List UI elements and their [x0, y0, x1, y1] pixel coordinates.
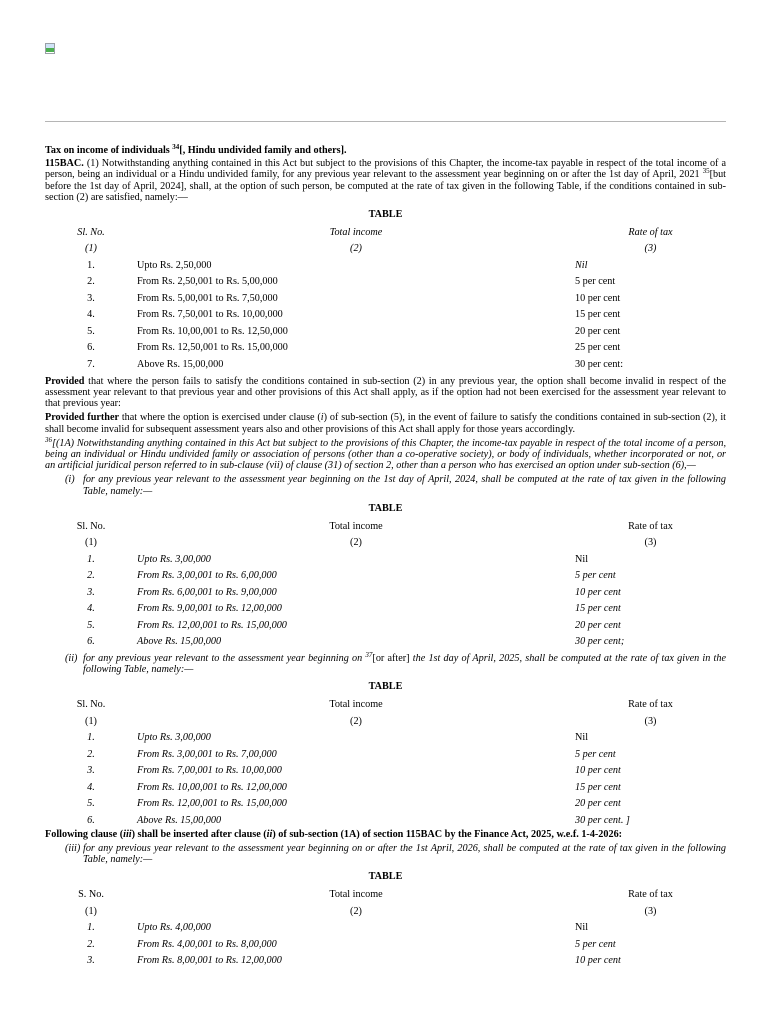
- broken-image-icon: [45, 43, 55, 53]
- table-row: [45, 952, 726, 969]
- sl-no-cell: 2.: [87, 570, 95, 582]
- total-income-cell: Upto Rs. 3,00,000: [137, 553, 211, 565]
- proviso-2: Provided further that where the option is exercised under clause (i) of sub-section (5), in the event of failure to satisfy the conditions contained in sub-section (2), it shall become invalid for subsequent assessment years also and other provisions of this Act shall apply for those years accordingly.: [45, 412, 726, 435]
- tax-table-4: [45, 886, 726, 969]
- total-income-cell: From Rs. 5,00,001 to Rs. 7,50,000: [137, 292, 278, 304]
- table-row: [45, 307, 726, 324]
- rate-of-tax-cell: 15 per cent: [575, 781, 621, 793]
- insert-note: Following clause (iii) shall be inserted after clause (ii) of sub-section (1A) of section 115BAC by the Finance Act, 2025, w.e.f. 1-4-2026:: [45, 828, 623, 840]
- sl-no-cell: 6.: [87, 636, 95, 648]
- table-number-row: (1) (2) (3): [85, 715, 657, 727]
- table-title: TABLE: [368, 502, 403, 514]
- sl-no-cell: 1.: [87, 553, 95, 565]
- sl-no-cell: 7.: [87, 358, 95, 370]
- sl-no-cell: 5.: [87, 798, 95, 810]
- total-income-cell: From Rs. 3,00,001 to Rs. 7,00,000: [137, 748, 277, 760]
- total-income-cell: Above Rs. 15,00,000: [137, 358, 224, 370]
- total-income-cell: Above Rs. 15,00,000: [137, 636, 222, 648]
- total-income-cell: From Rs. 10,00,001 to Rs. 12,00,000: [137, 781, 287, 793]
- table-row: [45, 936, 726, 953]
- rate-of-tax-cell: 20 per cent: [575, 325, 621, 337]
- sl-no-cell: 6.: [87, 814, 95, 826]
- table-row: [45, 600, 726, 617]
- table-header-row: Sl. No. Total income Rate of tax: [77, 226, 673, 238]
- clause-ii: (ii) for any previous year relevant to the assessment year beginning on $^{37}$[or after] the 1st day of April, 2025, shall be computed at the rate of tax given in the following Table, namely:—: [65, 650, 726, 676]
- table-row: [45, 617, 726, 634]
- sl-no-cell: 4.: [87, 603, 95, 615]
- sl-no-cell: 3.: [87, 955, 95, 967]
- table-row: [45, 763, 726, 780]
- rate-of-tax-cell: Nil: [575, 732, 589, 744]
- table-row: [45, 919, 726, 936]
- table-row: [45, 551, 726, 568]
- total-income-cell: From Rs. 7,50,001 to Rs. 10,00,000: [137, 309, 283, 321]
- total-income-cell: Above Rs. 15,00,000: [137, 814, 222, 826]
- sl-no-cell: 5.: [87, 619, 95, 631]
- rate-of-tax-cell: 10 per cent: [575, 586, 621, 598]
- rate-of-tax-cell: 5 per cent: [575, 276, 616, 288]
- table-row: [45, 290, 726, 307]
- rate-of-tax-cell: Nil: [575, 553, 589, 565]
- clause-i: (i) for any previous year relevant to the assessment year beginning on the 1st day of April, 2024, shall be computed at the rate of tax given in the following Table, namely:—: [65, 474, 726, 497]
- proviso-1: Provided that where the person fails to satisfy the conditions contained in sub-section (2) in any previous year, the option shall become invalid in respect of the assessment year relevant to that previous year and other provisions of this Act shall apply, as if the option had not been exercised for the assessment year relevant to that previous year:: [45, 375, 726, 410]
- total-income-cell: Upto Rs. 2,50,000: [137, 259, 212, 271]
- total-income-cell: From Rs. 6,00,001 to Rs. 9,00,000: [137, 586, 277, 598]
- section-115bac-para: 115BAC. (1) Notwithstanding anything contained in this Act but subject to the provisions of this Chapter, the income-tax payable in respect of the total income of a person, being an individual or a Hindu undivided family, for any previous year relevant to the assessment year beginning on or after the 1st day of April, 2021 $^{35}$[but before the 1st day of April, 2024], shall, at the option of such person, be computed at the rate of tax given in the following Table, if the conditions contained in sub-section (2) are satisfied, namely:—: [45, 158, 726, 203]
- table-number-row: (1) (2) (3): [85, 905, 657, 917]
- rate-of-tax-cell: 25 per cent: [575, 342, 621, 354]
- table-row: [45, 812, 726, 829]
- table-row: [45, 633, 726, 650]
- table-header-row: S. No. Total income Rate of tax: [78, 889, 673, 901]
- total-income-cell: From Rs. 4,00,001 to Rs. 8,00,000: [137, 938, 277, 950]
- rate-of-tax-cell: 5 per cent: [575, 938, 616, 950]
- total-income-cell: From Rs. 9,00,001 to Rs. 12,00,000: [137, 603, 282, 615]
- tax-table-2-body: [45, 551, 726, 650]
- sub-section-1a: $^{36}$[(1A) Notwithstanding anything contained in this Act but subject to the provisions of this Chapter, the income-tax payable in respect of the total income of a person, being an individual or Hindu undivided family or association of persons (other than a co-operative society), or body of individuals, whether incorporated or not, or an artificial juridical person referred to in sub-clause (vii) of clause (31) of section 2, other than a person who has exercised an option under sub-section (6),—: [45, 435, 726, 472]
- table-row: [45, 257, 726, 274]
- tax-table-1-body: [45, 257, 726, 373]
- rate-of-tax-cell: 10 per cent: [575, 765, 621, 777]
- sl-no-cell: 1.: [87, 922, 95, 934]
- tax-table-4-body: [45, 919, 726, 969]
- table-row: [45, 356, 726, 373]
- table-row: [45, 779, 726, 796]
- table-header-row: Sl. No. Total income Rate of tax: [76, 699, 673, 711]
- horizontal-divider: [45, 121, 726, 122]
- table-number-row: (1) (2) (3): [85, 243, 657, 255]
- table-row: [45, 340, 726, 357]
- rate-of-tax-cell: 30 per cent;: [575, 636, 625, 648]
- table-row: [45, 584, 726, 601]
- sl-no-cell: 3.: [87, 765, 95, 777]
- table-row: [45, 567, 726, 584]
- rate-of-tax-cell: 20 per cent: [575, 619, 621, 631]
- total-income-cell: Upto Rs. 4,00,000: [137, 922, 211, 934]
- rate-of-tax-cell: 15 per cent: [575, 603, 621, 615]
- table-number-row: (1) (2) (3): [85, 537, 657, 549]
- tax-table-1: [45, 224, 726, 373]
- table-row: [45, 730, 726, 747]
- sl-no-cell: 1.: [87, 259, 95, 271]
- sl-no-cell: 6.: [87, 342, 95, 354]
- rate-of-tax-cell: 30 per cent:: [575, 358, 624, 370]
- total-income-cell: From Rs. 2,50,001 to Rs. 5,00,000: [137, 276, 278, 288]
- rate-of-tax-cell: Nil: [575, 922, 589, 934]
- sl-no-cell: 5.: [87, 325, 95, 337]
- total-income-cell: From Rs. 10,00,001 to Rs. 12,50,000: [137, 325, 288, 337]
- clause-iii: (iii) for any previous year relevant to the assessment year beginning on or after the 1st April, 2026, shall be computed at the rate of tax given in the following Table, namely:—: [65, 842, 726, 865]
- section-heading: Tax on income of individuals $^{34}$[, Hindu undivided family and others].: [45, 143, 347, 156]
- rate-of-tax-cell: 20 per cent: [575, 798, 621, 810]
- total-income-cell: From Rs. 12,00,001 to Rs. 15,00,000: [137, 619, 287, 631]
- sl-no-cell: 2.: [87, 276, 95, 288]
- rate-of-tax-cell: Nil: [575, 259, 588, 271]
- rate-of-tax-cell: 5 per cent: [575, 748, 616, 760]
- tax-table-2: [45, 518, 726, 650]
- rate-of-tax-cell: 10 per cent: [575, 292, 621, 304]
- table-row: [45, 323, 726, 340]
- total-income-cell: From Rs. 7,00,001 to Rs. 10,00,000: [137, 765, 282, 777]
- table-title: TABLE: [368, 871, 403, 883]
- table-row: [45, 746, 726, 763]
- table-row: [45, 796, 726, 813]
- table-header-row: Sl. No. Total income Rate of tax: [76, 520, 673, 532]
- table-title: TABLE: [368, 209, 403, 221]
- tax-table-3-body: [45, 730, 726, 829]
- total-income-cell: From Rs. 8,00,001 to Rs. 12,00,000: [137, 955, 282, 967]
- document-body: [45, 145, 726, 969]
- sl-no-cell: 2.: [87, 938, 95, 950]
- sl-no-cell: 4.: [87, 309, 95, 321]
- total-income-cell: From Rs. 3,00,001 to Rs. 6,00,000: [137, 570, 277, 582]
- sl-no-cell: 4.: [87, 781, 95, 793]
- total-income-cell: From Rs. 12,00,001 to Rs. 15,00,000: [137, 798, 287, 810]
- rate-of-tax-cell: 30 per cent. ]: [575, 814, 630, 826]
- table-row: [45, 274, 726, 291]
- sl-no-cell: 2.: [87, 748, 95, 760]
- total-income-cell: Upto Rs. 3,00,000: [137, 732, 211, 744]
- total-income-cell: From Rs. 12,50,001 to Rs. 15,00,000: [137, 342, 288, 354]
- sl-no-cell: 3.: [87, 292, 95, 304]
- tax-table-3: [45, 697, 726, 829]
- sl-no-cell: 1.: [87, 732, 95, 744]
- rate-of-tax-cell: 5 per cent: [575, 570, 616, 582]
- rate-of-tax-cell: 15 per cent: [575, 309, 621, 321]
- sl-no-cell: 3.: [87, 586, 95, 598]
- table-title: TABLE: [368, 681, 403, 693]
- rate-of-tax-cell: 10 per cent: [575, 955, 621, 967]
